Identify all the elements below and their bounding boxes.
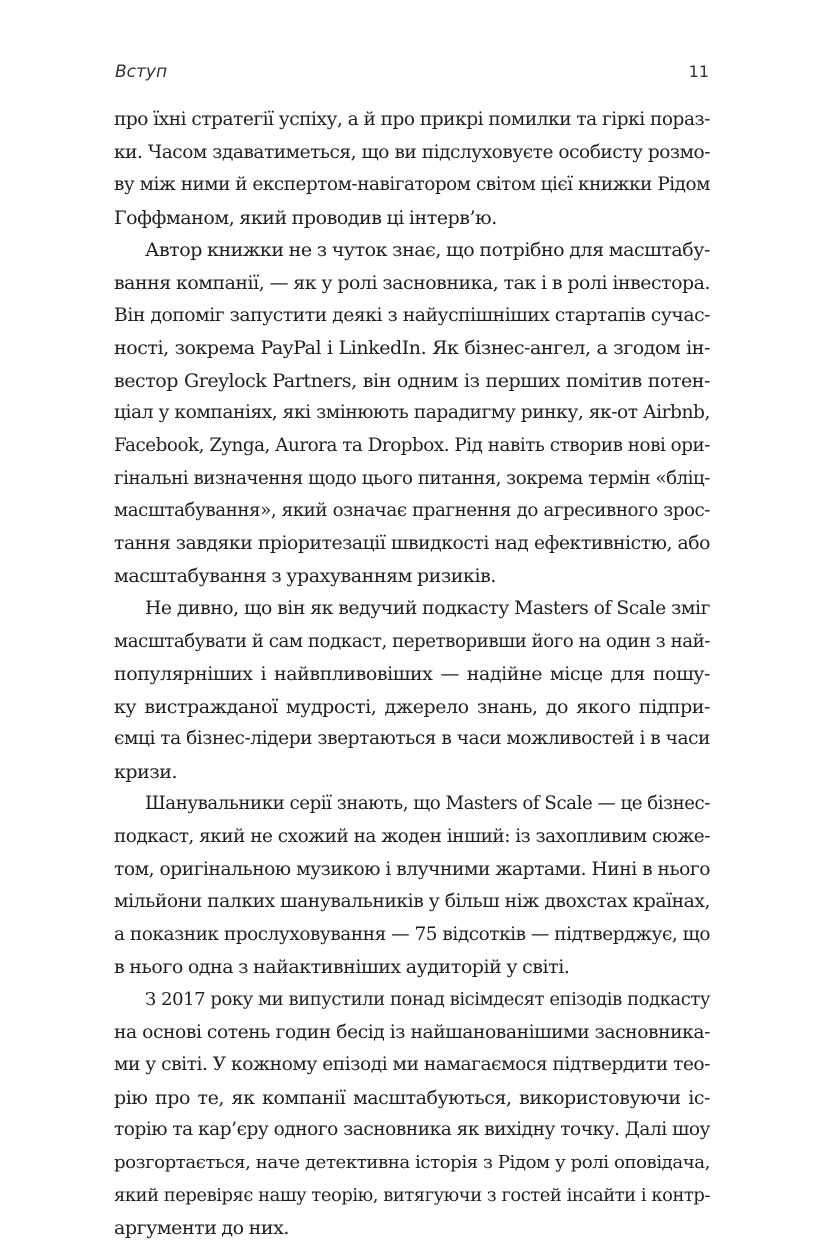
- text-line: рію про те, як компанії масштабуються, використовуючи іс-: [114, 1086, 710, 1109]
- text-line: розгортається, наче детективна історія з Рідом у ролі оповідача,: [114, 1152, 710, 1173]
- text-line: популярніших і найвпливовіших — надійне місце для пошу-: [114, 663, 710, 686]
- text-line: том, оригінальною музикою і влучними жартами. Нині в нього: [114, 858, 710, 880]
- text-line: ки. Часом здаватиметься, що ви підслуховуєте особисту розмо-: [114, 141, 710, 163]
- body-text: [114, 104, 710, 1245]
- text-line: ву між ними й експертом-навігатором світом цієї книжки Рідом: [114, 174, 710, 196]
- page-number: 11: [688, 62, 709, 81]
- text-line: про їхні стратегії успіху, а й про прикрі помилки та гіркі пораз-: [114, 109, 710, 130]
- text-line: Facebook, Zynga, Aurora та Dropbox. Рід навіть створив нові ори-: [114, 434, 710, 456]
- text-line: Не дивно, що він як ведучий подкасту Masters of Scale зміг: [145, 597, 710, 619]
- text-line: З 2017 року ми випустили понад вісімдесят епізодів подкасту: [145, 989, 710, 1011]
- text-line: масштабування з урахуванням ризиків.: [114, 565, 496, 588]
- running-header: [115, 62, 709, 90]
- chapter-title: Вступ: [115, 62, 168, 82]
- text-line: Автор книжки не з чуток знає, що потрібно для масштабу-: [145, 239, 710, 262]
- text-line: а показник прослуховування — 75 відсотків — підтверджує, що: [114, 923, 710, 945]
- text-line: в нього одна з найактивніших аудиторій у світі.: [114, 956, 570, 979]
- text-line: Шанувальники серії знають, що Masters of Scale — це бізнес-: [145, 793, 710, 815]
- text-line: Він допоміг запустити деякі з найуспішніших стартапів сучас-: [114, 304, 710, 326]
- text-line: який перевіряє нашу теорію, витягуючи з гостей інсайти і контр-: [114, 1184, 710, 1206]
- text-line: кризи.: [114, 760, 178, 783]
- text-line: мільйони палких шанувальників у більш ніж двохстах країнах,: [114, 891, 710, 913]
- text-line: ємці та бізнес-лідери звертаються в часи можливостей і в часи: [114, 728, 710, 750]
- text-line: гінальні визначення щодо цього питання, зокрема термін «бліц-: [114, 467, 710, 489]
- text-line: масштабування», який означає прагнення до агресивного зрос-: [114, 500, 710, 522]
- text-line: подкаст, який не схожий на жоден інший: із захопливим сюже-: [114, 826, 710, 848]
- text-line: ціал у компаніях, які змінюють парадигму ринку, як-от Airbnb,: [114, 402, 710, 424]
- text-line: торію та кар’єру одного засновника як вихідну точку. Далі шоу: [114, 1119, 710, 1141]
- text-line: ності, зокрема PayPal і LinkedIn. Як бізнес-ангел, а згодом ін-: [114, 337, 710, 360]
- text-line: ми у світі. У кожному епізоді ми намагаємося підтвердити тео-: [114, 1054, 710, 1076]
- text-line: аргументи до них.: [114, 1217, 289, 1240]
- text-line: вестор Greylock Partners, він одним із перших помітив потен-: [114, 369, 710, 392]
- text-line: ку вистражданої мудрості, джерело знань, до якого підпри-: [114, 695, 710, 718]
- text-line: тання завдяки пріоритезації швидкості над ефективністю, або: [114, 532, 710, 554]
- text-line: Гоффманом, який проводив ці інтерв’ю.: [114, 206, 497, 229]
- text-line: вання компанії, — як у ролі засновника, так і в ролі інвестора.: [114, 271, 710, 294]
- text-line: на основі сотень годин бесід із найшанованішими засновника-: [114, 1021, 710, 1043]
- text-line: масштабувати й сам подкаст, перетворивши його на один з най-: [114, 630, 710, 652]
